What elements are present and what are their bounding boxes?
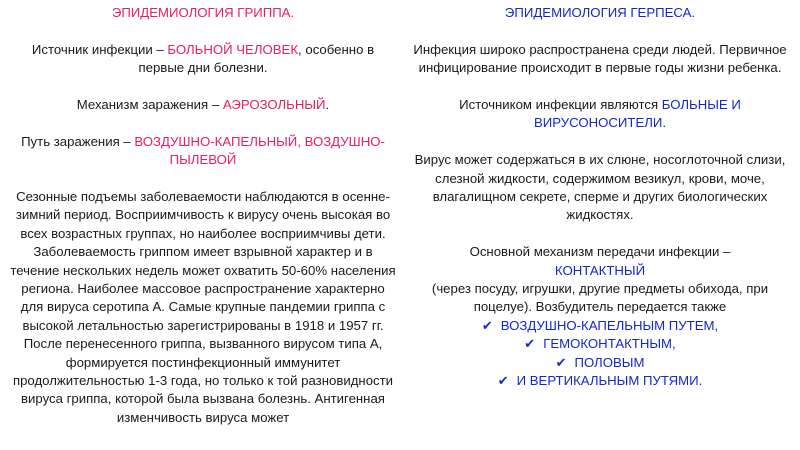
herpes-source-suffix: . <box>662 115 667 131</box>
flu-source-value: БОЛЬНОЙ ЧЕЛОВЕК <box>167 41 299 57</box>
flu-path-value: ВОЗДУШНО-КАПЕЛЬНЫЙ, ВОЗДУШНО-ПЫЛЕВОЙ <box>134 133 385 168</box>
checkmark-icon: ✔ <box>497 373 509 389</box>
flu-mech-value: АЭРОЗОЛЬНЫЙ <box>222 97 326 112</box>
checkmark-icon: ✔ <box>481 317 493 333</box>
flu-title: ЭПИДЕМИОЛОГИЯ ГРИППА. <box>111 5 295 20</box>
flu-source-suffix: , особенно в первые дни болезни. <box>138 41 375 76</box>
herpes-mech-detail: (через посуду, игрушки, другие предметы обихода, при поцелуе). Возбудитель передается также <box>431 281 769 315</box>
herpes-virus-text: Вирус может содержаться в их слюне, носоглоточной слизи, слезной жидкости, содержимом везикул, крови, моче, влагалищном секрете, сперме и других биологических жидкостях. <box>414 152 786 223</box>
list-item <box>408 372 792 390</box>
herpes-intro: Инфекция широко распространена среди людей. Первичное инфицирование происходит в первые годы жизни ребенка. <box>413 41 787 76</box>
flu-path <box>10 133 396 170</box>
flu-column <box>10 0 396 427</box>
herpes-mech-label: Основной механизм передачи инфекции – <box>469 244 731 260</box>
flu-body: Сезонные подъемы заболеваемости наблюдаются в осенне-зимний период. Восприимчивость к вирусу очень высокая во всех возрастных группах, но наиболее восприимчивы дети. Заболеваемость гриппом имеет взрывной характер и в течение нескольких недель может охватить 50-60% населения региона. Наиболее массовое распространение характерно для вируса серотипа А. Самые крупные пандемии гриппа с высокой летальностью зарегистрированы в 1918 и 1957 гг. После перенесенного гриппа, вызванного вирусом типа А, формируется постинфекционный иммунитет продолжительностью 1-3 года, но только к той разновидности вируса гриппа, которой была вызвана болезнь. Антигенная изменчивость вируса может <box>10 189 396 425</box>
way-label: ГЕМОКОНТАКТНЫМ, <box>543 336 676 352</box>
way-label: И ВЕРТИКАЛЬНЫМ ПУТЯМИ. <box>516 373 703 389</box>
way-label: ВОЗДУШНО-КАПЕЛЬНЫМ ПУТЕМ, <box>500 317 719 333</box>
herpes-source-value: БОЛЬНЫЕ И ВИРУСОНОСИТЕЛИ <box>533 97 741 131</box>
herpes-source-label: Источником инфекции являются <box>459 97 662 112</box>
flu-source <box>10 41 396 78</box>
list-item <box>408 317 792 335</box>
way-label: ПОЛОВЫМ <box>574 354 645 370</box>
flu-mech-label: Механизм заражения – <box>76 97 223 112</box>
flu-mechanism <box>10 96 396 114</box>
herpes-mech-value: КОНТАКТНЫЙ <box>554 262 646 278</box>
herpes-source <box>408 96 792 133</box>
herpes-ways-list <box>408 317 792 391</box>
flu-source-label: Источник инфекции – <box>31 41 168 57</box>
herpes-mechanism <box>408 243 792 280</box>
herpes-column <box>408 0 792 390</box>
list-item <box>408 354 792 372</box>
flu-mech-suffix: . <box>325 97 330 112</box>
herpes-title: ЭПИДЕМИОЛОГИЯ ГЕРПЕСА. <box>504 5 696 20</box>
checkmark-icon: ✔ <box>555 354 567 370</box>
list-item <box>408 335 792 353</box>
flu-path-label: Путь заражения – <box>21 133 135 149</box>
checkmark-icon: ✔ <box>524 336 536 352</box>
